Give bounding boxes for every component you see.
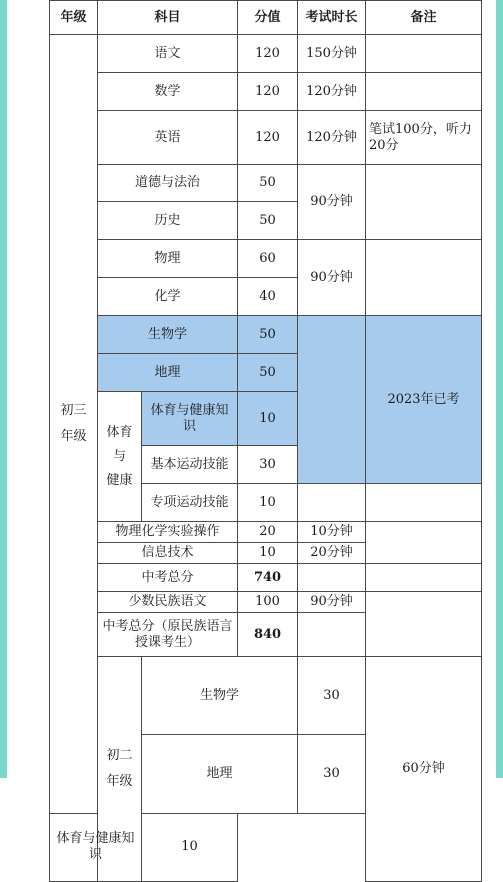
subject-cell: 地理	[142, 735, 298, 813]
subject-cell: 物理化学实验操作	[98, 522, 238, 543]
table-row	[50, 73, 482, 111]
subject-cell: 化学	[98, 278, 238, 316]
subject-cell: 英语	[98, 111, 238, 165]
note-cell	[366, 592, 482, 657]
subject-cell: 历史	[98, 202, 238, 240]
duration-cell: 90分钟	[298, 240, 366, 316]
subject-cell: 体育与健康知识	[142, 392, 238, 446]
score-cell: 120	[238, 111, 298, 165]
duration-cell: 90分钟	[298, 165, 366, 240]
table-row	[50, 35, 482, 73]
note-cell: 笔试100分，听力20分	[366, 111, 482, 165]
duration-cell: 150分钟	[298, 35, 366, 73]
duration-cell: 120分钟	[298, 73, 366, 111]
score-cell: 50	[238, 165, 298, 202]
subject-cell: 道德与法治	[98, 165, 238, 202]
duration-cell	[298, 316, 366, 484]
duration-cell: 90分钟	[298, 592, 366, 613]
score-cell: 50	[238, 354, 298, 392]
note-cell	[366, 165, 482, 240]
left-edge-strip	[0, 0, 7, 778]
score-cell: 740	[238, 564, 298, 592]
table-row	[50, 240, 482, 278]
duration-cell: 60分钟	[366, 657, 482, 882]
note-cell	[366, 564, 482, 592]
duration-cell: 20分钟	[298, 543, 366, 564]
grade2-label: 初二 年级	[98, 657, 142, 882]
table-row	[50, 165, 482, 202]
subject-cell: 信息技术	[98, 543, 238, 564]
duration-cell	[298, 484, 366, 522]
score-cell: 30	[298, 657, 366, 735]
table-row	[50, 522, 482, 543]
table-row	[50, 592, 482, 613]
table-row	[50, 564, 482, 592]
score-cell: 50	[238, 316, 298, 354]
duration-cell: 10分钟	[298, 522, 366, 543]
score-cell: 120	[238, 35, 298, 73]
exam-schedule-table	[49, 0, 482, 882]
subject-cell: 生物学	[142, 657, 298, 735]
score-cell: 30	[238, 446, 298, 484]
score-cell: 10	[238, 543, 298, 564]
header-note: 备注	[366, 1, 482, 35]
score-cell: 20	[238, 522, 298, 543]
score-cell: 60	[238, 240, 298, 278]
duration-cell: 120分钟	[298, 111, 366, 165]
header-grade: 年级	[50, 1, 98, 35]
grade3-label: 初三 年级	[50, 35, 98, 814]
document-page	[7, 0, 496, 863]
score-cell: 10	[238, 484, 298, 522]
score-cell: 30	[298, 735, 366, 813]
header-duration: 考试时长	[298, 1, 366, 35]
note-cell: 2023年已考	[366, 316, 482, 484]
subject-cell: 专项运动技能	[142, 484, 238, 522]
table-row	[50, 316, 482, 354]
subject-cell: 中考总分（原民族语言授课考生）	[98, 613, 238, 657]
duration-cell	[298, 613, 366, 657]
header-subject: 科目	[98, 1, 238, 35]
score-cell: 10	[238, 392, 298, 446]
score-cell: 100	[238, 592, 298, 613]
note-cell	[366, 522, 482, 564]
duration-cell	[298, 564, 366, 592]
subject-cell: 少数民族语文	[98, 592, 238, 613]
note-cell	[366, 240, 482, 316]
score-cell: 40	[238, 278, 298, 316]
subject-cell: 地理	[98, 354, 238, 392]
subject-cell: 物理	[98, 240, 238, 278]
note-cell	[366, 35, 482, 73]
subject-cell: 体育与健康知识	[50, 813, 142, 881]
subject-cell: 语文	[98, 35, 238, 73]
subject-cell: 基本运动技能	[142, 446, 238, 484]
score-cell: 120	[238, 73, 298, 111]
score-cell: 840	[238, 613, 298, 657]
right-edge-strip	[496, 0, 503, 778]
header-score: 分值	[238, 1, 298, 35]
score-cell: 50	[238, 202, 298, 240]
note-cell	[366, 73, 482, 111]
subject-cell: 数学	[98, 73, 238, 111]
pe-group-label: 体育 与 健康	[98, 392, 142, 522]
table-row	[50, 657, 482, 735]
subject-cell: 生物学	[98, 316, 238, 354]
score-cell: 10	[142, 813, 238, 881]
table-header-row	[50, 1, 482, 35]
subject-cell: 中考总分	[98, 564, 238, 592]
note-cell	[366, 484, 482, 522]
table-row	[50, 111, 482, 165]
